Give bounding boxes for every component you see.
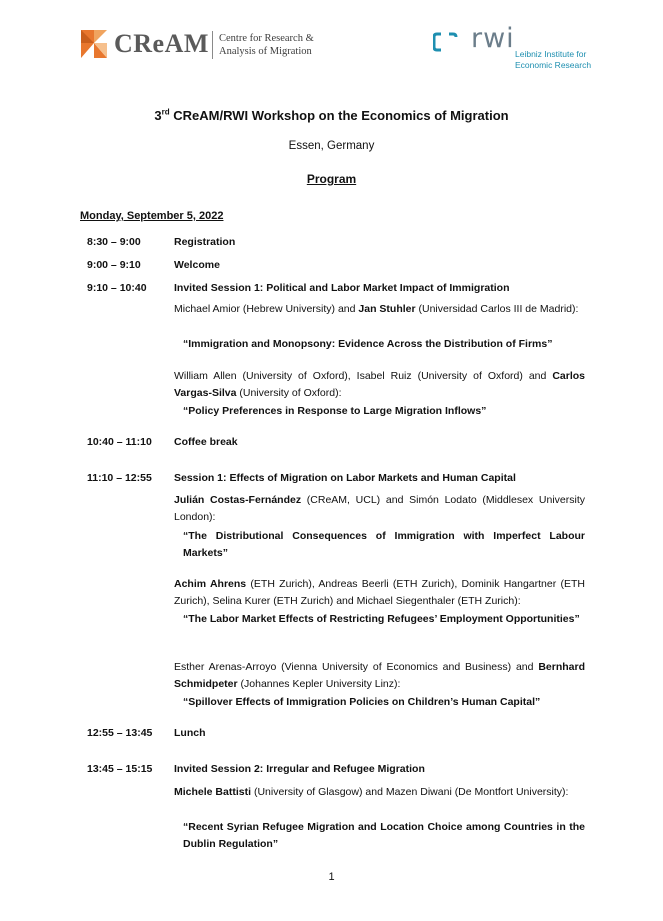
slot-title: Session 1: Effects of Migration on Labor Markets and Human Capital [174, 472, 516, 484]
paper-title: “Policy Preferences in Response to Large Migration Inflows” [183, 405, 487, 417]
cream-logo-divider [212, 31, 213, 59]
paper-title: “Immigration and Monopsony: Evidence Across the Distribution of Firms” [183, 338, 553, 350]
authors-text: (University of Oxford): [236, 387, 342, 399]
authors-text: (CReAM, UCL) and Simón Lodato (Middlesex University London): [174, 494, 585, 523]
paper-title: “The Labor Market Effects of Restricting Refugees’ Employment Opportunities” [183, 613, 580, 625]
slot-title: Invited Session 1: Political and Labor Market Impact of Immigration [174, 282, 510, 294]
paper-authors [174, 784, 585, 801]
presenter-name: Achim Ahrens [174, 578, 247, 590]
authors-text: Esther Arenas-Arroyo (Vienna University of Economics and Business) and [174, 661, 539, 673]
authors-text: (University of Glasgow) and Mazen Diwani (De Montfort University): [251, 786, 569, 798]
slot-time: 12:55 – 13:45 [87, 727, 153, 739]
presenter-name: Carlos Vargas-Silva [174, 370, 585, 399]
slot-time: 11:10 – 12:55 [87, 472, 152, 484]
workshop-title [0, 107, 663, 125]
rwi-logo-mark-icon [433, 31, 467, 53]
presenter-name: Bernhard Schmidpeter [174, 661, 585, 690]
title-superscript: rd [161, 107, 170, 117]
slot-time: 10:40 – 11:10 [87, 436, 152, 448]
paper-authors [174, 368, 585, 402]
day-heading: Monday, September 5, 2022 [80, 210, 224, 222]
slot-time: 8:30 – 9:00 [87, 236, 141, 248]
slot-time: 13:45 – 15:15 [87, 763, 153, 775]
slot-title: Lunch [174, 727, 206, 739]
cream-subtitle-line2: Analysis of Migration [219, 46, 312, 57]
authors-text: (ETH Zurich), Andreas Beerli (ETH Zurich), Dominik Hangartner (ETH Zurich), Selina Kurer (ETH Zurich) and Michael Siegenthaler (ETH Zurich): [174, 578, 585, 607]
page-number: 1 [328, 871, 335, 883]
rwi-logo-word: rwi [471, 23, 515, 54]
presenter-name: Michele Battisti [174, 786, 252, 798]
paper-title: “The Distributional Consequences of Immigration with Imperfect Labour Markets” [183, 530, 585, 559]
slot-title: Registration [174, 236, 236, 248]
paper-authors [174, 576, 585, 610]
cream-subtitle-line1: Centre for Research & [219, 33, 314, 44]
rwi-subtitle-line2: Economic Research [515, 60, 592, 70]
paper-title: “Recent Syrian Refugee Migration and Location Choice among Countries in the Dublin Regulation” [183, 821, 585, 850]
authors-text: William Allen (University of Oxford), Isabel Ruiz (University of Oxford) and [174, 370, 553, 382]
slot-time: 9:00 – 9:10 [87, 259, 141, 271]
presenter-name: Jan Stuhler [358, 303, 416, 315]
paper-authors [174, 301, 585, 318]
authors-text: (Universidad Carlos III de Madrid): [415, 303, 579, 315]
paper-title: “Spillover Effects of Immigration Policies on Children’s Human Capital” [183, 696, 541, 708]
title-prefix: 3 [154, 108, 162, 123]
authors-text: Michael Amior (Hebrew University) and [174, 303, 359, 315]
slot-time: 9:10 – 10:40 [87, 282, 147, 294]
cream-logo-word: CReAM [114, 29, 209, 58]
slot-title: Welcome [174, 259, 220, 271]
rwi-logo-subtitle [515, 49, 591, 71]
slot-title: Coffee break [174, 436, 238, 448]
cream-logo-subtitle [219, 32, 314, 58]
rwi-logo [433, 23, 593, 74]
paper-authors [174, 659, 585, 693]
title-rest: CReAM/RWI Workshop on the Economics of Migration [169, 108, 509, 123]
cream-logo-mark-icon [81, 30, 107, 58]
program-heading: Program [306, 172, 357, 186]
authors-text: (Johannes Kepler University Linz): [237, 678, 401, 690]
presenter-name: Julián Costas-Fernández [174, 494, 302, 506]
workshop-location: Essen, Germany [288, 140, 375, 152]
paper-authors [174, 492, 585, 526]
rwi-subtitle-line1: Leibniz Institute for [515, 49, 587, 59]
slot-title: Invited Session 2: Irregular and Refugee Migration [174, 763, 425, 775]
